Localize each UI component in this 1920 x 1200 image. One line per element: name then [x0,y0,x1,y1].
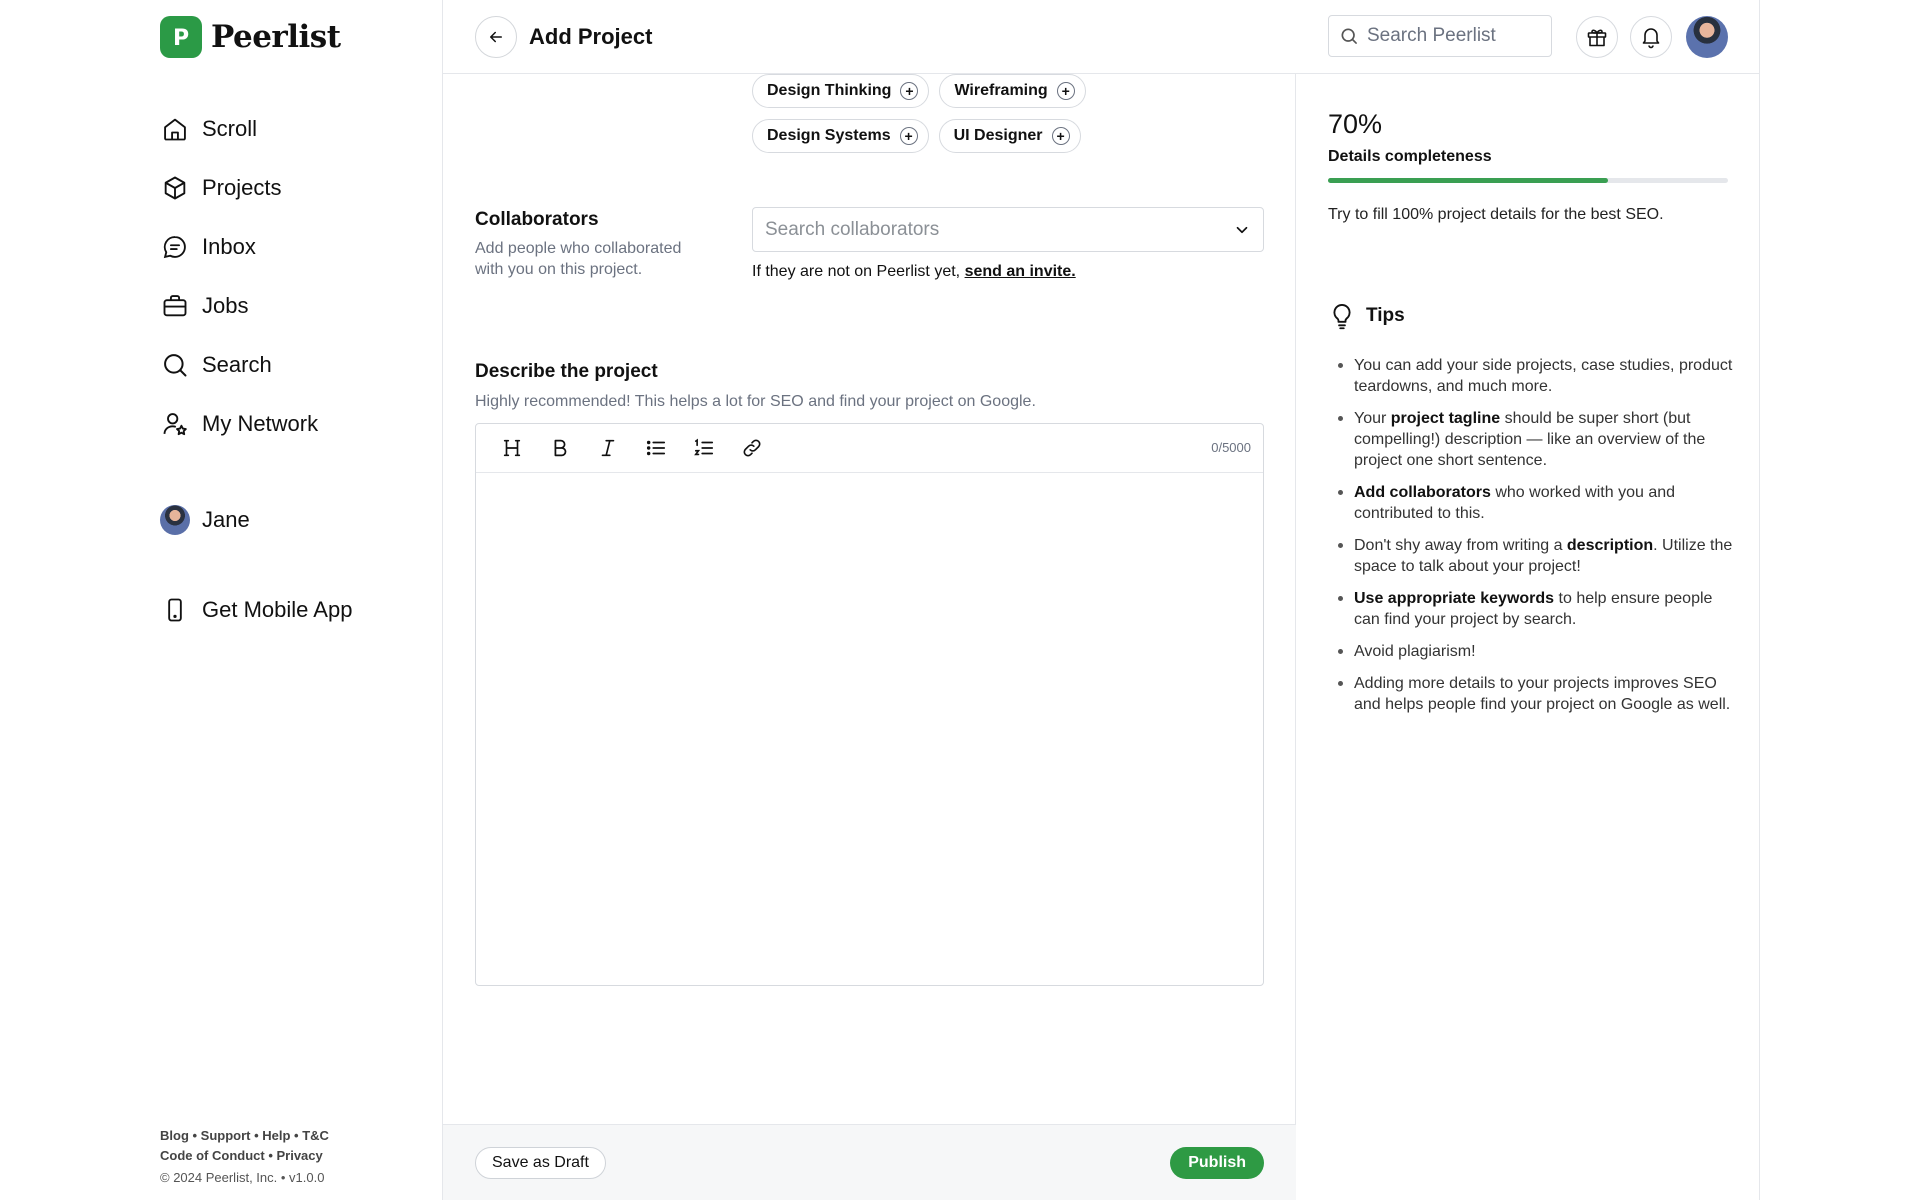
chat-icon [160,232,190,262]
plus-icon: + [1052,127,1070,145]
collaborators-subtitle-line1: Add people who collaborated [475,240,682,257]
sidebar-item-label: Jobs [202,293,249,318]
character-counter: 0/5000 [1211,440,1251,455]
main-column [443,0,1296,1200]
collaborators-label: Collaborators [475,209,599,230]
plus-icon: + [900,127,918,145]
description-subtitle: Highly recommended! This helps a lot for SEO and find your project on Google. [475,393,1036,410]
invite-text [752,263,1076,281]
tip-item [1336,588,1736,630]
sidebar-item-label: My Network [202,411,319,436]
skill-chip-label: Design Systems [767,127,891,144]
sidebar-item-label: Scroll [202,116,258,141]
skill-chip-label: Design Thinking [767,82,892,99]
header [443,0,1296,74]
collaborators-subtitle [475,238,681,280]
completeness-label: Details completeness [1328,148,1492,165]
tip-text: who worked with you and contributed to this. [1354,484,1676,522]
svg-text:P: P [172,26,190,51]
avatar [160,505,190,535]
send-invite-link[interactable]: send an invite. [964,263,1076,280]
search-icon [1339,26,1359,46]
footer-links[interactable] [160,1126,329,1166]
skill-chip-label: UI Designer [953,127,1043,144]
tip-item [1336,408,1736,471]
description-label: Describe the project [475,361,658,382]
user-avatar[interactable] [1686,16,1728,58]
skill-chip-label: Wireframing [954,82,1048,99]
sidebar-item-my-network[interactable] [160,407,352,441]
footer-links-line2[interactable]: Code of Conduct • Privacy [160,1148,323,1163]
skill-chip-row [752,119,1091,153]
tips-list [1336,355,1736,726]
sidebar-item-projects[interactable] [160,171,352,205]
logo-mark-icon [160,16,202,58]
tip-item [1336,355,1736,397]
completeness-progress-fill [1328,178,1608,183]
gift-icon [1585,25,1609,49]
link-icon[interactable] [728,430,776,466]
tip-text: You can add your side projects, case studies, product teardowns, and much more. [1354,357,1733,395]
sidebar-item-label: Search [202,352,272,377]
collaborators-search-input[interactable] [765,219,1233,241]
sidebar-item-search[interactable] [160,348,352,382]
tip-text: to help ensure people can find your project by search. [1354,590,1713,628]
sidebar [0,0,443,1200]
tip-item [1336,673,1736,715]
plus-icon: + [900,82,918,100]
description-editor [475,423,1264,986]
lightbulb-icon [1328,302,1356,330]
sidebar-profile-name: Jane [202,507,250,532]
bullet-list-icon[interactable] [632,430,680,466]
italic-icon[interactable] [584,430,632,466]
numbered-list-icon[interactable] [680,430,728,466]
tip-text: Don't shy away from writing a [1354,537,1567,554]
tip-text: should be super short (but compelling!) description — like an overview of the project one short sentence. [1354,410,1706,469]
back-button[interactable] [475,16,517,58]
tip-text: Avoid plagiarism! [1354,643,1476,660]
user-star-icon [160,409,190,439]
sidebar-item-profile[interactable] [160,503,352,537]
cube-icon [160,173,190,203]
tip-text: . Utilize the space to talk about your project! [1354,537,1733,575]
arrow-left-icon [487,28,505,46]
description-editor-area[interactable] [476,473,1263,985]
notifications-button[interactable] [1630,16,1672,58]
gift-button[interactable] [1576,16,1618,58]
tip-item [1336,641,1736,662]
sidebar-item-label: Get Mobile App [202,597,353,622]
skill-chip[interactable] [752,74,929,108]
plus-icon: + [1057,82,1075,100]
skill-chip[interactable] [752,119,929,153]
chevron-down-icon[interactable] [1233,221,1251,239]
briefcase-icon [160,291,190,321]
page-title: Add Project [529,23,653,49]
tip-item [1336,482,1736,524]
tip-item [1336,535,1736,577]
logo[interactable] [160,16,341,58]
sidebar-nav [160,112,352,652]
completeness-progress-track [1328,178,1728,183]
sidebar-item-get-mobile-app[interactable] [160,593,352,627]
action-bar [443,1124,1296,1200]
search-icon [160,350,190,380]
collaborators-subtitle-line2: with you on this project. [475,261,643,278]
bell-icon [1639,25,1663,49]
right-panel [1296,0,1760,1200]
global-search[interactable] [1328,15,1552,57]
sidebar-item-inbox[interactable] [160,230,352,264]
tip-text: project tagline [1390,410,1501,427]
collaborators-search[interactable] [752,207,1264,252]
sidebar-item-label: Inbox [202,234,256,259]
bold-icon[interactable] [536,430,584,466]
tip-text: Adding more details to your projects improves SEO and helps people find your project on Google as well. [1354,675,1731,713]
tip-text: Add collaborators [1354,484,1491,501]
tip-text: Use appropriate keywords [1354,590,1555,607]
skill-chip[interactable] [939,119,1081,153]
completeness-percent: 70% [1328,109,1383,139]
sidebar-item-label: Projects [202,175,282,200]
phone-icon [160,595,190,625]
skill-chip-row [752,74,1096,108]
publish-button[interactable]: Publish [1170,1147,1264,1179]
tips-title: Tips [1366,305,1405,326]
footer-links-line1[interactable]: Blog • Support • Help • T&C [160,1128,329,1143]
tip-text: Your [1354,410,1391,427]
heading-icon[interactable] [488,430,536,466]
tips-header [1328,302,1405,330]
copyright: © 2024 Peerlist, Inc. • v1.0.0 [160,1170,325,1185]
global-search-input[interactable] [1367,25,1547,47]
invite-prefix: If they are not on Peerlist yet, [752,263,965,280]
skill-chip[interactable] [939,74,1085,108]
seo-hint: Try to fill 100% project details for the best SEO. [1328,206,1664,223]
save-as-draft-button[interactable]: Save as Draft [475,1147,606,1179]
logo-text: Peerlist [211,19,341,55]
tip-text: description [1566,537,1654,554]
sidebar-item-scroll[interactable] [160,112,352,146]
right-header [1296,0,1760,74]
home-icon [160,114,190,144]
sidebar-item-jobs[interactable] [160,289,352,323]
editor-toolbar [476,424,1263,473]
